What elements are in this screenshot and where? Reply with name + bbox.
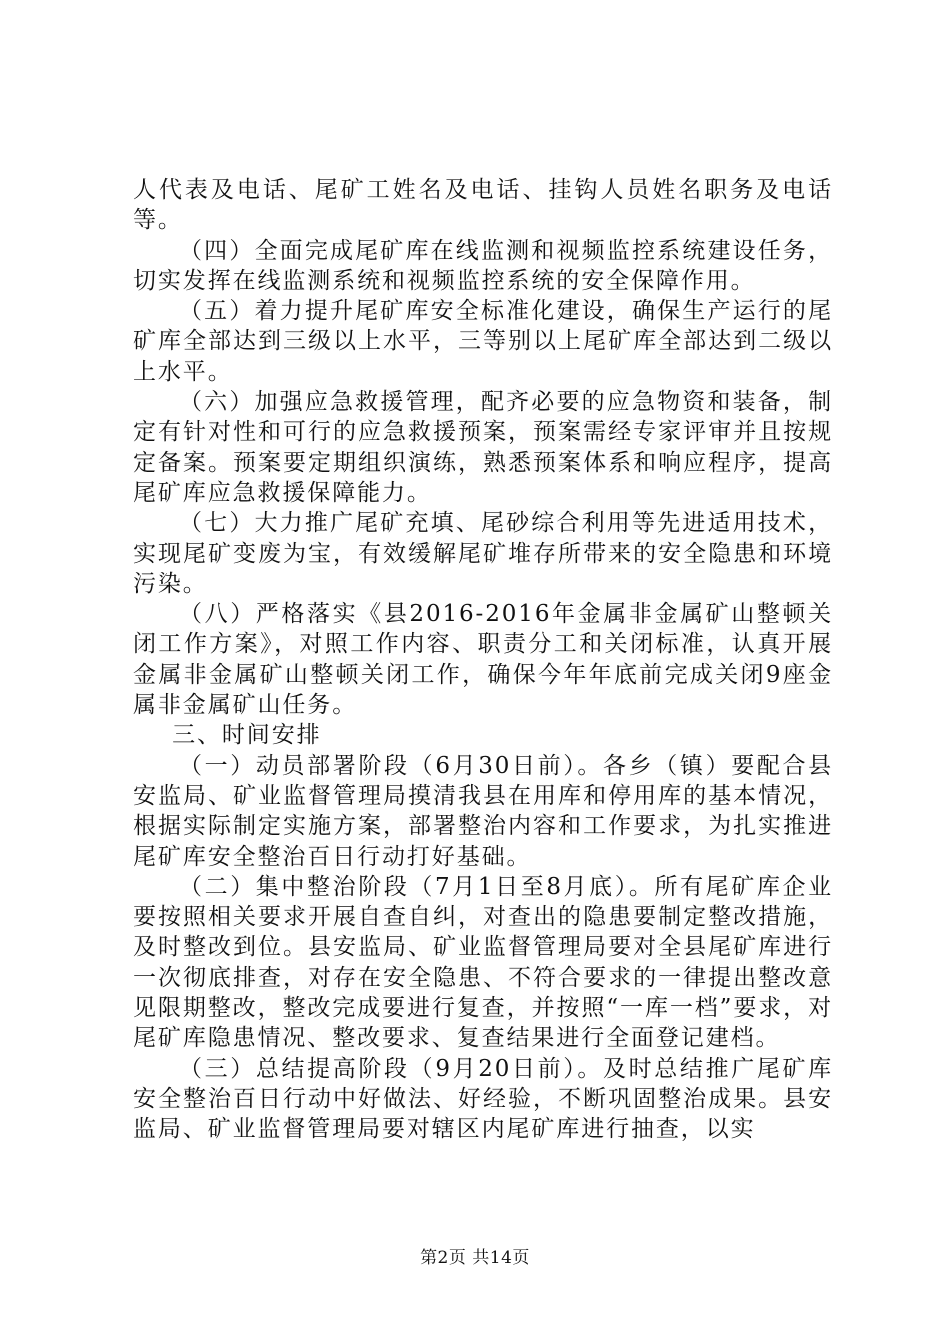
paragraph-item-5: （五）着力提升尾矿库安全标准化建设，确保生产运行的尾矿库全部达到三级以上水平，三等别以上尾矿库全部达到二级以上水平。 (133, 298, 833, 385)
paragraph-item-7: （七）大力推广尾矿充填、尾砂综合利用等先进适用技术，实现尾矿变废为宝，有效缓解尾矿堆存所带来的安全隐患和环境污染。 (133, 510, 833, 597)
document-body (133, 175, 833, 1145)
paragraph-item-4: （四）全面完成尾矿库在线监测和视频监控系统建设任务，切实发挥在线监测系统和视频监控系统的安全保障作用。 (133, 237, 833, 294)
paragraph-continuation: 人代表及电话、尾矿工姓名及电话、挂钩人员姓名职务及电话等。 (133, 177, 833, 234)
paragraph-item-6: （六）加强应急救援管理，配齐必要的应急物资和装备，制定有针对性和可行的应急救援预案，预案需经专家评审并且按规定备案。预案要定期组织演练，熟悉预案体系和响应程序，提高尾矿库应急救援保障能力。 (133, 389, 833, 506)
page-number-footer: 第2页 共14页 (420, 1248, 530, 1268)
paragraph-phase-1: （一）动员部署阶段（6月30日前）。各乡（镇）要配合县安监局、矿业监督管理局摸清我县在用库和停用库的基本情况，根据实际制定实施方案，部署整治内容和工作要求，为扎实推进尾矿库安全整治百日行动打好基础。 (133, 752, 833, 870)
section-heading-schedule: 三、时间安排 (172, 722, 322, 749)
paragraph-phase-2: （二）集中整治阶段（7月1日至8月底）。所有尾矿库企业要按照相关要求开展自查自纠，对查出的隐患要制定整改措施，及时整改到位。县安监局、矿业监督管理局要对全县尾矿库进行一次彻底排查，对存在安全隐患、不符合要求的一律提出整改意见限期整改，整改完成要进行复查，并按照“一库一档”要求，对尾矿库隐患情况、整改要求、复查结果进行全面登记建档。 (133, 873, 833, 1052)
paragraph-item-8: （八）严格落实《县2016-2016年金属非金属矿山整顿关闭工作方案》，对照工作内容、职责分工和关闭标准，认真开展金属非金属矿山整顿关闭工作，确保今年年底前完成关闭9座金属非金属矿山任务。 (133, 601, 833, 719)
paragraph-phase-3: （三）总结提高阶段（9月20日前）。及时总结推广尾矿库安全整治百日行动中好做法、好经验，不断巩固整治成果。县安监局、矿业监督管理局要对辖区内尾矿库进行抽查，以实 (133, 1055, 833, 1143)
